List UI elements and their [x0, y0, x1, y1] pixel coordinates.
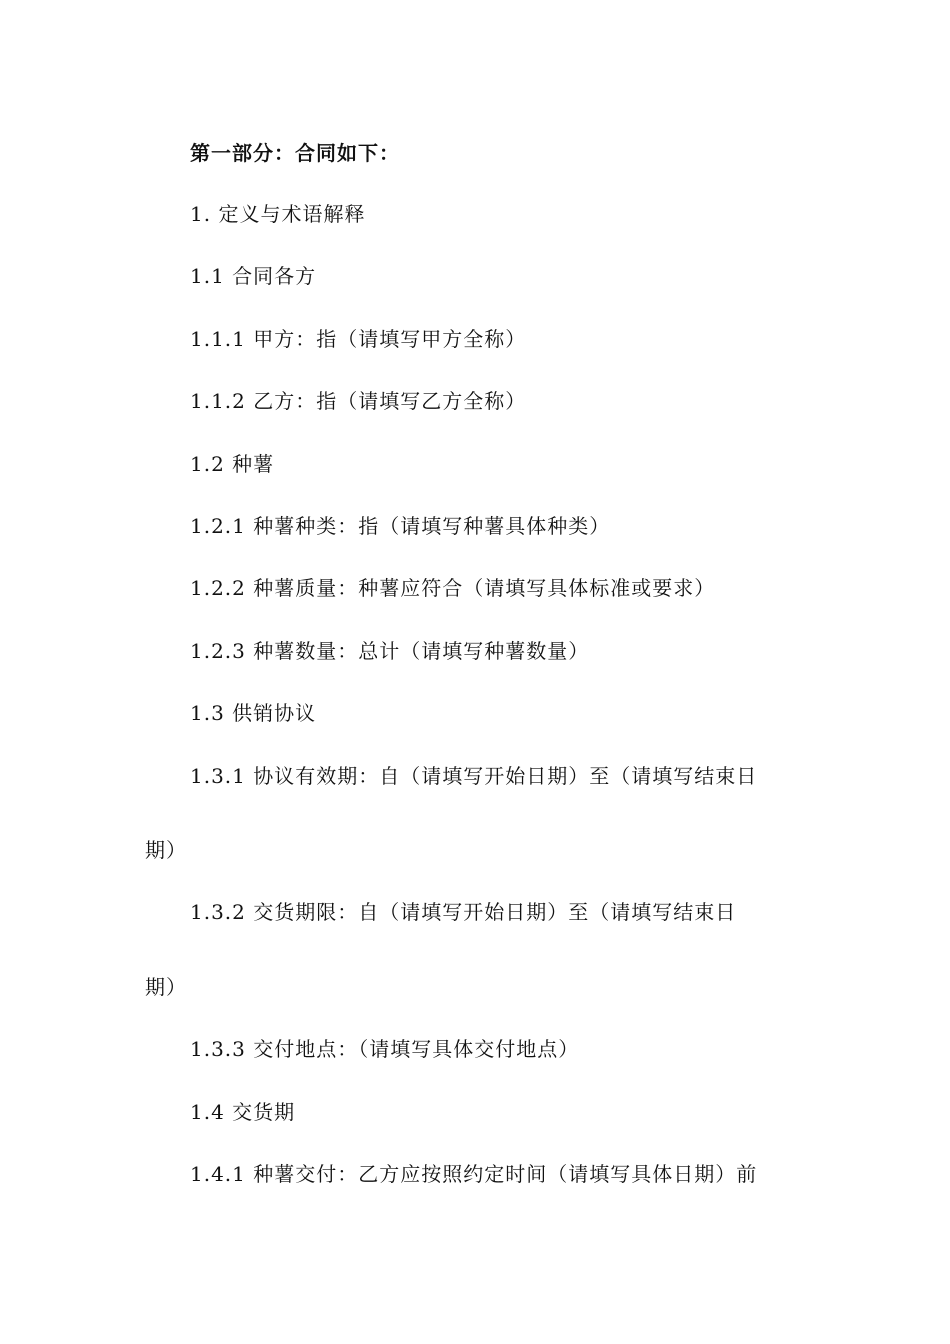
- clause-1-3-1-continued: 期）: [145, 838, 187, 862]
- clause-1-4: 1.4 交货期: [190, 1100, 296, 1124]
- clause-1-1: 1.1 合同各方: [190, 264, 317, 288]
- clause-1-3-1: 1.3.1 协议有效期：自（请填写开始日期）至（请填写结束日: [190, 764, 758, 788]
- clause-1-2: 1.2 种薯: [190, 452, 275, 476]
- clause-1-2-2: 1.2.2 种薯质量：种薯应符合（请填写具体标准或要求）: [190, 576, 716, 600]
- clause-1-3: 1.3 供销协议: [190, 701, 317, 725]
- clause-1-1-2: 1.1.2 乙方：指（请填写乙方全称）: [190, 389, 527, 413]
- clause-1-2-1: 1.2.1 种薯种类：指（请填写种薯具体种类）: [190, 514, 611, 538]
- section-heading: 第一部分：合同如下：: [190, 141, 400, 165]
- clause-1-1-1: 1.1.1 甲方：指（请填写甲方全称）: [190, 327, 527, 351]
- clause-1-2-3: 1.2.3 种薯数量：总计（请填写种薯数量）: [190, 639, 590, 663]
- clause-1-3-2: 1.3.2 交货期限：自（请填写开始日期）至（请填写结束日: [190, 900, 737, 924]
- clause-1-4-1: 1.4.1 种薯交付：乙方应按照约定时间（请填写具体日期）前: [190, 1162, 758, 1186]
- clause-1-3-3: 1.3.3 交付地点：（请填写具体交付地点）: [190, 1037, 580, 1061]
- clause-1: 1. 定义与术语解释: [190, 202, 366, 226]
- clause-1-3-2-continued: 期）: [145, 975, 187, 999]
